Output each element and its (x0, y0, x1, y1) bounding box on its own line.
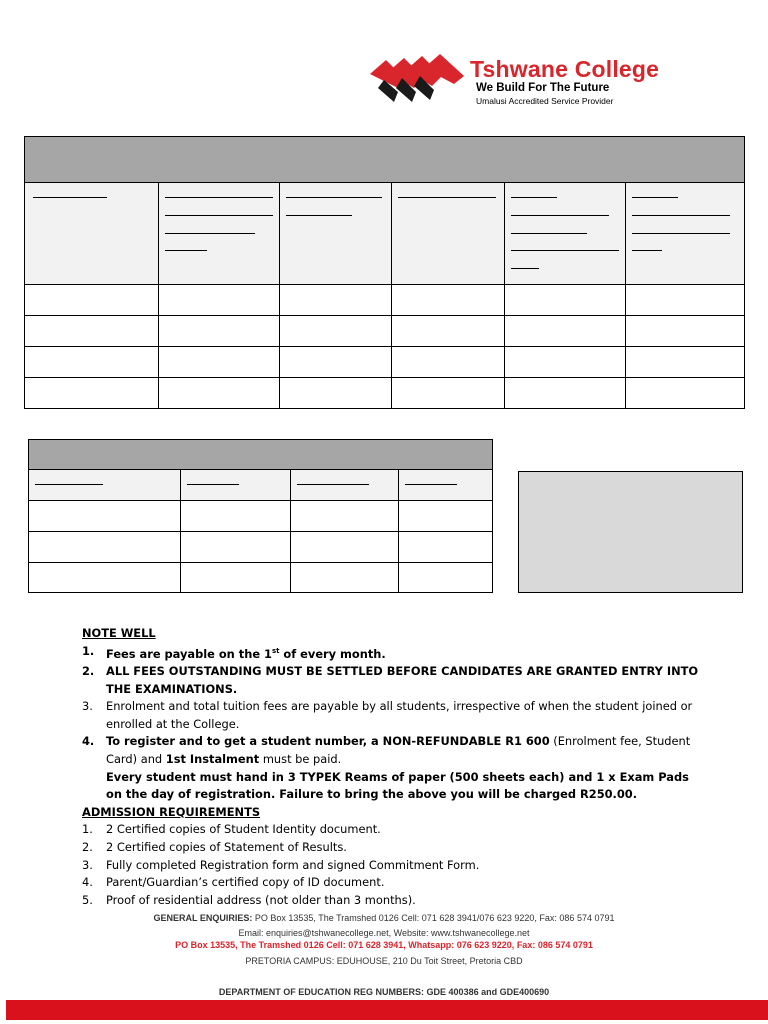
item-number: 4. (82, 734, 95, 749)
table-row (29, 501, 493, 532)
item-number: 3. (82, 699, 93, 714)
footer-red-bar (6, 1000, 768, 1020)
campus-line: PRETORIA CAMPUS: EDUHOUSE, 210 Du Toit Street, Pretoria CBD (245, 956, 523, 966)
grey-side-box (518, 471, 743, 593)
admission-heading: ADMISSION REQUIREMENTS (82, 804, 261, 819)
note-text: (Enrolment fee, Student Card) and (106, 734, 691, 766)
list-item (82, 663, 702, 698)
table-row (25, 316, 745, 347)
item-number: 4. (82, 875, 93, 890)
note-text: To register and to get a student number, a NON-REFUNDABLE R1 600 (106, 734, 550, 749)
accreditation-text: Umalusi Accredited Service Provider (476, 96, 614, 106)
header-cell (505, 183, 626, 285)
item-number: 2. (82, 663, 95, 678)
header-cell (25, 183, 159, 285)
list-item (82, 733, 702, 803)
registration-numbers-line (0, 987, 768, 997)
note-well-list (82, 643, 702, 804)
notes-section (82, 625, 702, 909)
table-row (25, 378, 745, 409)
note-text: must be paid. (259, 751, 342, 766)
note-text: Every student must hand in 3 TYPEK Reams of paper (500 sheets each) and 1 x Exam Pads on the day of registration. Failure to bring the above you will be charged R250.00. (106, 769, 689, 802)
list-item (82, 643, 702, 663)
table-row (25, 285, 745, 316)
list-item (82, 821, 702, 839)
header-cell (280, 183, 392, 285)
note-text: 1st Instalment (165, 751, 260, 766)
item-number: 3. (82, 857, 93, 872)
note-text: of every month. (279, 646, 386, 661)
list-item (82, 839, 702, 857)
requirement-text: 2 Certified copies of Statement of Results. (106, 839, 347, 854)
general-enquiries-label: GENERAL ENQUIRIES: (153, 913, 253, 923)
table-row (25, 347, 745, 378)
list-item (82, 874, 702, 892)
table-row (29, 532, 493, 563)
table-title-row (25, 137, 745, 183)
item-number: 1. (82, 822, 93, 837)
header-cell (399, 470, 493, 501)
contact-red-line: PO Box 13535, The Tramshed 0126 Cell: 071 628 3941, Whatsapp: 076 623 9220, Fax: 086 574 0791 (175, 940, 593, 950)
requirement-text: 2 Certified copies of Student Identity document. (106, 822, 381, 837)
table-title-row (29, 440, 493, 470)
requirement-text: Fully completed Registration form and signed Commitment Form. (106, 857, 480, 872)
item-number: 2. (82, 839, 93, 854)
header-cell (159, 183, 280, 285)
admission-list (82, 821, 702, 909)
item-number: 5. (82, 892, 93, 907)
requirement-text: Proof of residential address (not older than 3 months). (106, 892, 416, 907)
note-well-heading: NOTE WELL (82, 626, 156, 640)
requirement-text: Parent/Guardian’s certified copy of ID document. (106, 875, 385, 890)
note-text: Fees are payable on the 1 (106, 646, 272, 661)
payment-table (28, 439, 493, 593)
list-item (82, 698, 702, 733)
note-text: ALL FEES OUTSTANDING MUST BE SETTLED BEFORE CANDIDATES ARE GRANTED ENTRY INTO THE EXAMINATIONS. (106, 663, 699, 696)
header-cell (392, 183, 505, 285)
header-cell (291, 470, 399, 501)
course-fees-table (24, 136, 745, 409)
college-name: Tshwane College (470, 56, 660, 82)
header-cell (626, 183, 745, 285)
general-enquiries-text: PO Box 13535, The Tramshed 0126 Cell: 071 628 3941/076 623 9220, Fax: 086 574 0791 (252, 913, 615, 923)
tshwane-college-logo-icon (368, 50, 468, 106)
reg-label: DEPARTMENT OF EDUCATION REG NUMBERS: (218, 987, 425, 997)
header-cell (29, 470, 181, 501)
reg-numbers: GDE 400386 and GDE400690 (424, 987, 550, 997)
college-tagline: We Build For The Future (476, 82, 610, 94)
note-text: Enrolment and total tuition fees are payable by all students, irrespective of when the student joined or enrolled at the College. (106, 699, 693, 731)
list-item (82, 857, 702, 875)
table-header-row (25, 183, 745, 285)
general-enquiries-line (0, 913, 768, 923)
superscript: st (271, 646, 280, 655)
header-cell (181, 470, 291, 501)
item-number: 1. (82, 643, 95, 658)
email-website-line: Email: enquiries@tshwanecollege.net, Website: www.tshwanecollege.net (238, 928, 530, 938)
table-title-cell (25, 137, 745, 183)
table-row (29, 563, 493, 593)
table-title-cell (29, 440, 493, 470)
table-header-row (29, 470, 493, 501)
list-item (82, 892, 702, 910)
